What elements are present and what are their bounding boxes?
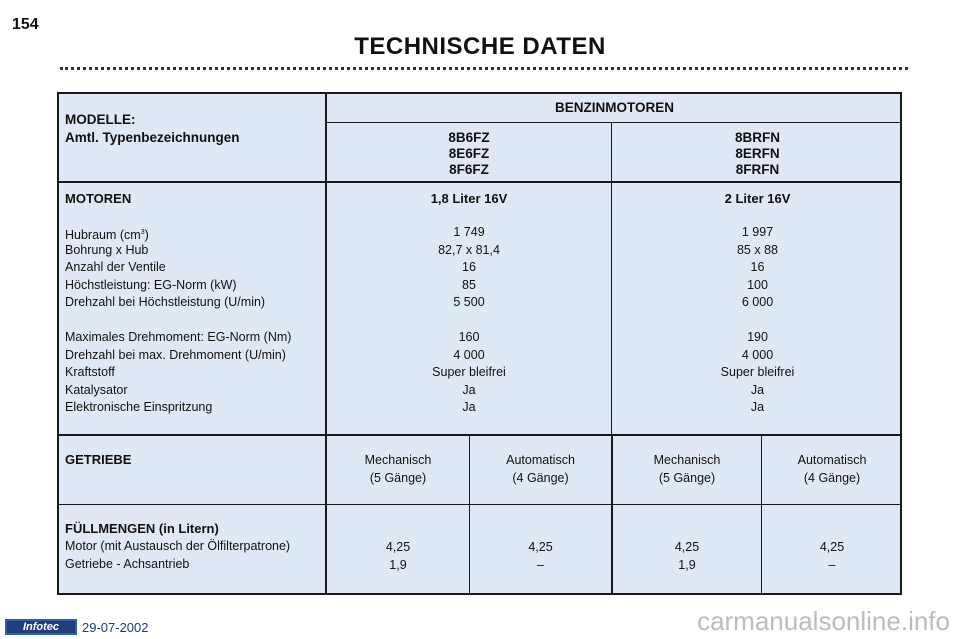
spec-value-b: 16: [750, 260, 765, 274]
fill-value-gearbox: 1,9: [389, 558, 407, 572]
spec-value-b: 85 x 88: [736, 242, 778, 257]
fill-value-gearbox: –: [537, 558, 544, 572]
spec-value-a: Ja: [462, 382, 476, 397]
code-b-2: 8ERFN: [735, 146, 780, 161]
gearbox-type: Automatisch: [506, 453, 575, 467]
models-label: MODELLE:: [65, 112, 136, 127]
spec-value-b: Super bleifrei: [720, 365, 795, 379]
spec-table: [57, 92, 902, 595]
spec-label: Drehzahl bei Höchstleistung (U/min): [65, 295, 266, 309]
spec-label: Kraftstoff: [65, 365, 115, 379]
spec-label: Elektronische Einspritzung: [65, 400, 213, 414]
gearbox-gears: (5 Gänge): [369, 471, 427, 485]
spec-value-a: 85: [462, 277, 476, 292]
footer-date: 29-07-2002: [82, 620, 149, 635]
fill-row-label: Motor (mit Austausch der Ölfilterpatrone): [65, 539, 291, 553]
spec-label: Maximales Drehmoment: EG-Norm (Nm): [65, 330, 292, 344]
spec-label: Bohrung x Hub: [65, 242, 149, 257]
code-a-1: 8B6FZ: [448, 130, 490, 145]
gearbox-type: Mechanisch: [364, 453, 432, 467]
spec-label-displacement: Hubraum $(cm^3)$: [65, 228, 149, 243]
section-divider-fill: [59, 504, 900, 505]
code-a-2: 8E6FZ: [448, 146, 490, 161]
spec-value-b: Ja: [750, 400, 765, 414]
code-b-1: 8BRFN: [734, 130, 780, 145]
infotec-logo-text: Infotec: [7, 621, 75, 633]
gearbox-gears: (5 Gänge): [658, 471, 716, 485]
spec-value-a: 82,7 x 81,4: [438, 242, 500, 257]
type-label: Amtl. Typenbezeichnungen: [65, 130, 240, 145]
fill-row-label: Getriebe - Achsantrieb: [65, 557, 190, 571]
spec-label: Katalysator: [65, 382, 128, 397]
fill-value-engine: 4,25: [385, 540, 411, 554]
spec-label: Drehzahl bei max. Drehmoment (U/min): [65, 347, 286, 362]
fill-value-engine: 4,25: [528, 540, 553, 554]
fill-label: FÜLLMENGEN (in Litern): [65, 521, 219, 536]
gearbox-gears: (4 Gänge): [803, 471, 861, 485]
spec-value-a: 1 749: [453, 225, 485, 239]
code-b-3: 8FRFN: [735, 162, 780, 177]
spec-value-a: Ja: [462, 400, 476, 414]
gearbox-gears: (4 Gänge): [512, 471, 569, 485]
spec-value-b: 190: [747, 330, 768, 344]
spec-label: Anzahl der Ventile: [65, 260, 166, 274]
spec-value-a: 160: [458, 330, 480, 344]
gearbox-type: Automatisch: [797, 453, 867, 467]
gearbox-type: Mechanisch: [653, 453, 721, 467]
engine-group-label: BENZINMOTOREN: [554, 100, 674, 115]
spec-value-a: 16: [462, 260, 476, 274]
spec-value-b: 1 997: [741, 225, 774, 239]
spec-value-a: 5 500: [453, 295, 485, 309]
spec-value-a: Super bleifrei: [432, 365, 506, 379]
spec-value-b: 6 000: [741, 295, 774, 309]
dotted-divider: [60, 67, 908, 70]
page-title: TECHNISCHE DATEN: [354, 33, 606, 60]
spec-value-b: Ja: [750, 382, 765, 397]
fill-value-engine: 4,25: [819, 540, 845, 554]
section-divider-gearbox: [59, 434, 900, 436]
header-divider: [325, 122, 900, 123]
motors-label: MOTOREN: [65, 191, 132, 206]
page-number: 154: [12, 16, 39, 33]
infotec-logo: [5, 619, 77, 635]
watermark: carmanualsonline.info: [697, 606, 950, 636]
motor-name-a: 1,8 Liter 16V: [430, 191, 508, 206]
section-divider-motors: [59, 181, 900, 183]
fill-value-gearbox: –: [828, 558, 836, 572]
spec-label: Höchstleistung: EG-Norm (kW): [65, 277, 237, 292]
code-a-3: 8F6FZ: [449, 162, 489, 177]
fill-value-engine: 4,25: [674, 540, 700, 554]
spec-value-a: 4 000: [453, 347, 485, 362]
gearbox-label: GETRIEBE: [65, 452, 132, 467]
engine-column-divider: [611, 122, 612, 434]
spec-value-b: 100: [747, 277, 768, 292]
fill-value-gearbox: 1,9: [678, 558, 696, 572]
spec-value-b: 4 000: [741, 347, 774, 362]
motor-name-b: 2 Liter 16V: [724, 191, 791, 206]
